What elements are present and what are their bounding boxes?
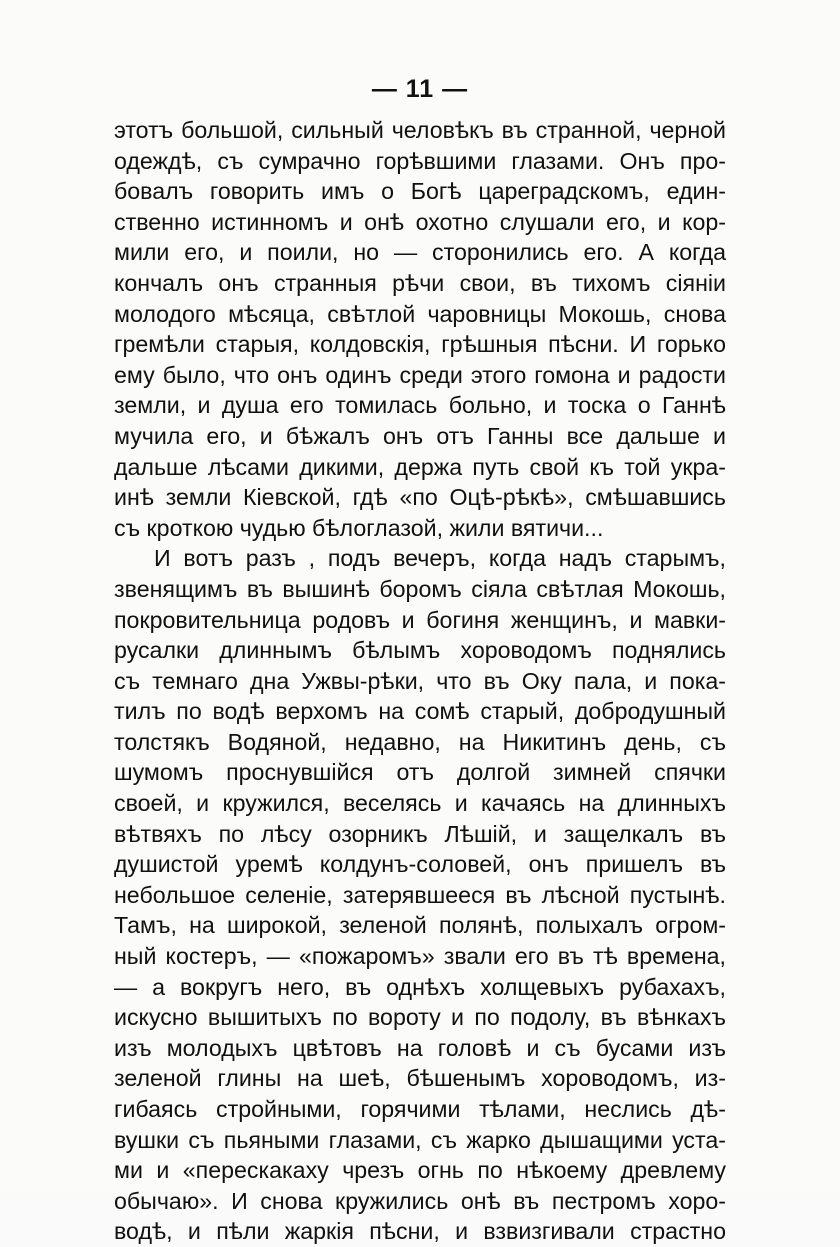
text-line: душистой уремѣ колдунъ-соловей, онъ пришелъ въ [114, 851, 726, 878]
text-line: инѣ земли Кіевской, гдѣ «по Оцѣ-рѣкѣ», смѣшавшись [114, 484, 726, 511]
text-line: гибаясь стройными, горячими тѣлами, неслись дѣ- [114, 1096, 726, 1122]
text-line: мили его, и поили, но — сторонились его. А когда [114, 239, 726, 266]
text-line: съ темнаго дна Ужвы-рѣки, что въ Оку пала, и пока- [114, 667, 726, 694]
text-line: ственно истинномъ и онѣ охотно слушали его, и кор- [114, 208, 726, 235]
text-line: звенящимъ въ вышинѣ боромъ сіяла свѣтлая Мокошь, [114, 575, 726, 602]
text-line: толстякъ Водяной, недавно, на Никитинъ день, съ [114, 728, 726, 755]
text-line: этотъ большой, сильный человѣкъ въ странной, черной [114, 117, 726, 143]
text-line: земли, и душа его томилась больно, и тоска о Ганнѣ [114, 392, 726, 419]
text-line: своей, и кружился, веселясь и качаясь на длинныхъ [114, 790, 726, 817]
text-line: кончалъ онъ странныя рѣчи свои, въ тихомъ сіяніи [114, 269, 726, 296]
text-line: небольшое селеніе, затерявшееся въ лѣсной пустынѣ. [114, 881, 726, 908]
text-line: вушки съ пьяными глазами, съ жарко дышащими уста- [114, 1126, 726, 1153]
text-line: — а вокругъ него, въ однѣхъ холщевыхъ рубахахъ, [114, 973, 726, 1000]
text-line: тилъ по водѣ верхомъ на сомѣ старый, добродушный [114, 698, 726, 725]
text-line: вѣтвяхъ по лѣсу озорникъ Лѣшій, и защелкалъ въ [114, 820, 726, 847]
text-line: Тамъ, на широкой, зеленой полянѣ, полыхалъ огром- [114, 912, 726, 939]
text-line: ему было, что онъ одинъ среди этого гомона и радости [114, 361, 726, 388]
text-line: бовалъ говорить имъ о Богѣ цареградскомъ, един- [114, 178, 726, 205]
text-line: изъ молодыхъ цвѣтовъ на головѣ и съ бусами изъ [114, 1034, 726, 1061]
text-line: дальше лѣсами дикими, держа путь свой къ той укра- [114, 453, 726, 480]
text-line: гремѣли старыя, колдовскія, грѣшныя пѣсни. И горько [114, 331, 726, 358]
text-line: искусно вышитыхъ по вороту и по подолу, въ вѣнкахъ [114, 1004, 726, 1031]
text-line: съ кроткою чудью бѣлоглазой, жили вятичи... [114, 514, 604, 541]
text-line: покровительница родовъ и богиня женщинъ, и мавки- [114, 606, 726, 633]
text-line: ми и «перескакаху чрезъ огнь по нѣкоему древлему [114, 1157, 726, 1184]
text-line: ный костеръ, — «пожаромъ» звали его въ тѣ времена, [114, 943, 726, 970]
text-line: мучила его, и бѣжалъ онъ отъ Ганны все дальше и [114, 422, 726, 449]
text-line: зеленой глины на шеѣ, бѣшенымъ хороводомъ, из- [114, 1065, 726, 1092]
text-line: русалки длиннымъ бѣлымъ хороводомъ поднялись [114, 637, 726, 664]
body-text [114, 115, 726, 1247]
paragraph-start-line: И вотъ разъ , подъ вечеръ, когда надъ старымъ, [154, 545, 726, 572]
text-line: шумомъ проснувшійся отъ долгой зимней спячки [114, 759, 726, 786]
text-line: одеждѣ, съ сумрачно горѣвшими глазами. Онъ про- [114, 147, 726, 174]
page-number: — 11 — [371, 75, 469, 103]
text-line: молодого мѣсяца, свѣтлой чаровницы Мокошь, снова [114, 300, 726, 327]
text-line: водѣ, и пѣли жаркія пѣсни, и взвизгивали страстно [114, 1218, 726, 1245]
text-line: обычаю». И снова кружились онѣ въ пестромъ хоро- [114, 1187, 726, 1214]
